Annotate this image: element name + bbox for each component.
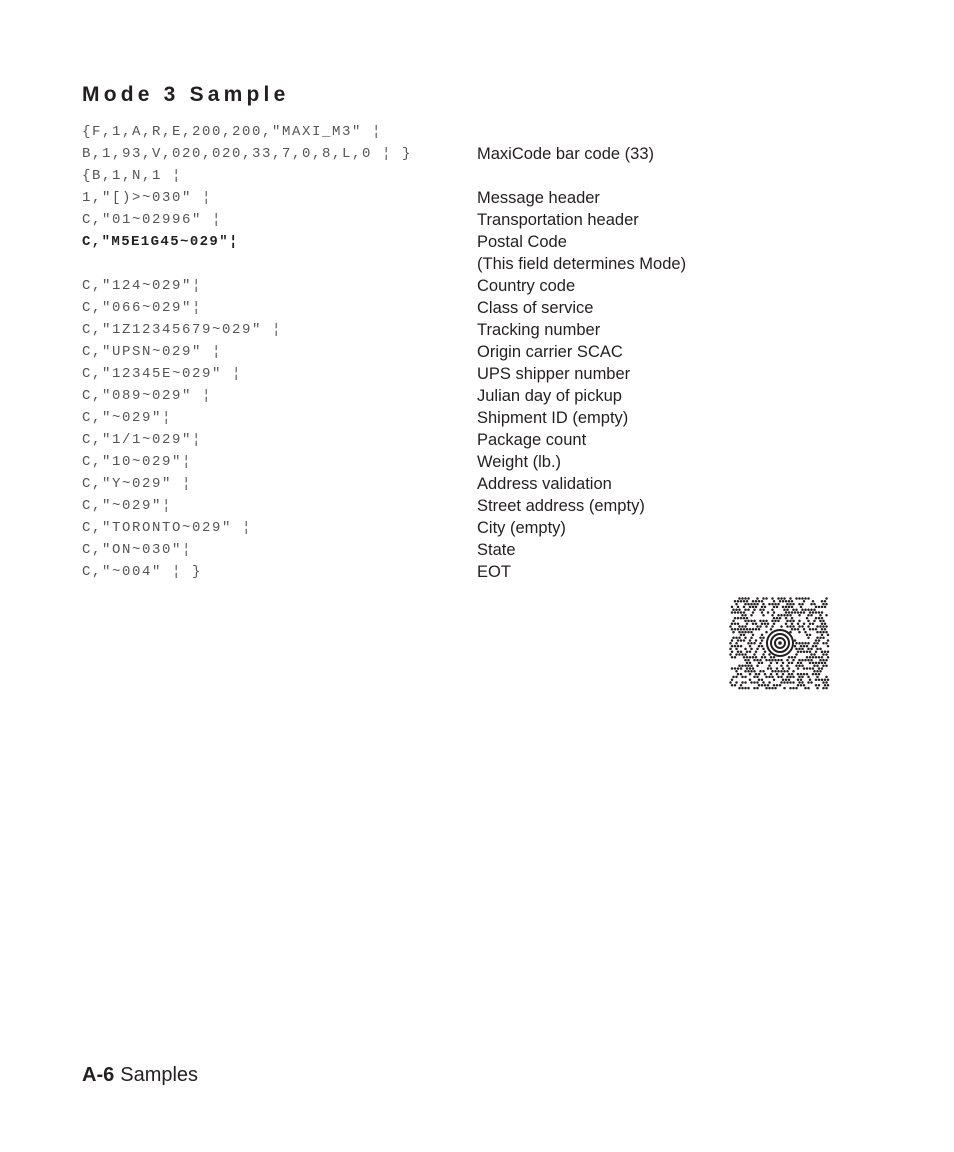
code-row <box>0 363 954 385</box>
code-description: City (empty) <box>477 519 566 537</box>
code-line: C,"~029"¦ <box>82 498 173 514</box>
code-line: C,"1/1~029"¦ <box>82 432 203 448</box>
code-row <box>0 297 954 319</box>
code-line: C,"066~029"¦ <box>82 300 203 316</box>
code-row <box>0 165 954 187</box>
code-line: C,"ON~030"¦ <box>82 542 193 558</box>
code-row <box>0 209 954 231</box>
code-line: 1,"[)>~030" ¦ <box>82 190 213 206</box>
section-name: Samples <box>120 1064 199 1086</box>
code-description: EOT <box>477 563 511 581</box>
code-description: Origin carrier SCAC <box>477 343 623 361</box>
code-description: UPS shipper number <box>477 365 631 383</box>
code-line: C,"089~029" ¦ <box>82 388 213 404</box>
code-description: Shipment ID (empty) <box>477 409 629 427</box>
code-row <box>0 253 954 275</box>
code-line: C,"124~029"¦ <box>82 278 203 294</box>
code-line: C,"Y~029" ¦ <box>82 476 193 492</box>
code-row <box>0 561 954 583</box>
code-line: C,"12345E~029" ¦ <box>82 366 243 382</box>
code-line: C,"01~02996" ¦ <box>82 212 223 228</box>
code-row <box>0 231 954 253</box>
code-description: Address validation <box>477 475 612 493</box>
code-description: State <box>477 541 516 559</box>
code-line: C,"1Z12345679~029" ¦ <box>82 322 283 338</box>
code-line: C,"~004" ¦ } <box>82 564 203 580</box>
code-description: Country code <box>477 277 576 295</box>
code-row <box>0 385 954 407</box>
code-description: Postal Code <box>477 233 567 251</box>
code-row <box>0 429 954 451</box>
code-description: (This field determines Mode) <box>477 255 687 273</box>
code-row <box>0 187 954 209</box>
code-line: B,1,93,V,020,020,33,7,0,8,L,0 ¦ } <box>82 146 413 162</box>
code-row <box>0 495 954 517</box>
code-row <box>0 121 954 143</box>
page-number: A-6 <box>82 1064 115 1086</box>
code-line: C,"UPSN~029" ¦ <box>82 344 223 360</box>
code-row <box>0 319 954 341</box>
code-description: Street address (empty) <box>477 497 645 515</box>
code-row <box>0 451 954 473</box>
code-row <box>0 539 954 561</box>
maxicode-barcode-image <box>729 597 831 690</box>
code-line: C,"TORONTO~029" ¦ <box>82 520 253 536</box>
code-row <box>0 275 954 297</box>
code-row <box>0 407 954 429</box>
code-line: C,"~029"¦ <box>82 410 173 426</box>
code-line: C,"10~029"¦ <box>82 454 193 470</box>
code-description: Class of service <box>477 299 594 317</box>
code-listing <box>0 121 954 583</box>
code-description: Transportation header <box>477 211 639 229</box>
page-footer <box>82 1062 198 1088</box>
page-title: Mode 3 Sample <box>82 83 290 106</box>
code-row <box>0 341 954 363</box>
code-description: Message header <box>477 189 600 207</box>
code-row <box>0 473 954 495</box>
code-description: Package count <box>477 431 587 449</box>
code-line: {F,1,A,R,E,200,200,"MAXI_M3" ¦ <box>82 124 383 140</box>
code-line-highlighted: C,"M5E1G45~029"¦ <box>82 234 239 250</box>
code-description: Julian day of pickup <box>477 387 622 405</box>
code-description: Weight (lb.) <box>477 453 562 471</box>
code-line: {B,1,N,1 ¦ <box>82 168 183 184</box>
code-row <box>0 517 954 539</box>
code-description: Tracking number <box>477 321 601 339</box>
code-description: MaxiCode bar code (33) <box>477 145 655 163</box>
code-row <box>0 143 954 165</box>
